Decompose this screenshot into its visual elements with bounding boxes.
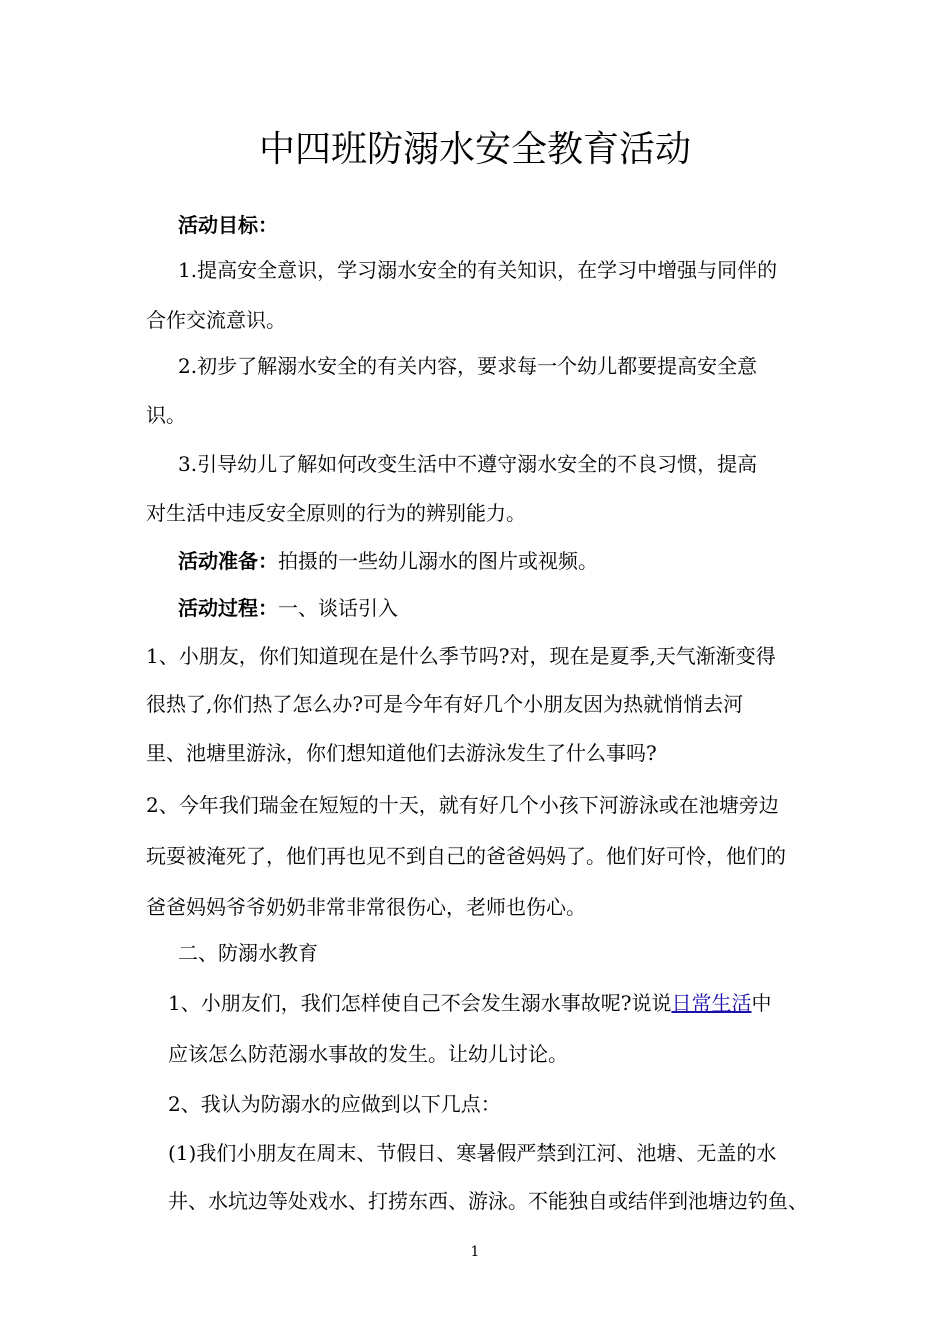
goal-2-line-1: 2.初步了解溺水安全的有关内容，要求每一个幼儿都要提高安全意 [178,354,758,378]
section-2-heading: 二、防溺水教育 [178,941,318,965]
daily-life-link[interactable]: 日常生活 [671,991,752,1015]
rule-1-line-1: (1)我们小朋友在周末、节假日、寒暑假严禁到江河、池塘、无盖的水 [168,1141,777,1165]
para-1-line-1: 1、小朋友，你们知道现在是什么季节吗?对，现在是夏季,天气渐渐变得 [146,644,776,668]
section-1-heading: 一、谈话引入 [278,596,398,620]
question-2: 2、我认为防溺水的应做到以下几点： [168,1092,501,1116]
goal-3-line-1: 3.引导幼儿了解如何改变生活中不遵守溺水安全的不良习惯，提高 [178,452,758,476]
para-2-line-3: 爸爸妈妈爷爷奶奶非常非常很伤心，老师也伤心。 [146,895,586,919]
process-heading: 活动过程： [178,596,278,620]
para-2-line-2: 玩耍被淹死了，他们再也见不到自己的爸爸妈妈了。他们好可怜，他们的 [146,844,786,868]
prep-paragraph [178,546,598,576]
goals-heading: 活动目标： [178,213,278,237]
para-2-line-1: 2、今年我们瑞金在短短的十天，就有好几个小孩下河游泳或在池塘旁边 [146,793,779,817]
process-paragraph [178,593,398,623]
goal-1-line-1: 1.提高安全意识，学习溺水安全的有关知识，在学习中增强与同伴的 [178,258,778,282]
prep-text: 拍摄的一些幼儿溺水的图片或视频。 [278,549,598,573]
goal-3-line-2: 对生活中违反安全原则的行为的辨别能力。 [146,501,526,525]
question-1-text-before: 1、小朋友们，我们怎样使自己不会发生溺水事故呢?说说 [168,991,672,1015]
prep-heading: 活动准备： [178,549,278,573]
para-1-line-2: 很热了,你们热了怎么办?可是今年有好几个小朋友因为热就悄悄去河 [146,692,744,716]
goal-2-line-2: 识。 [146,403,186,427]
goal-1-line-2: 合作交流意识。 [146,308,286,332]
para-1-line-3: 里、池塘里游泳，你们想知道他们去游泳发生了什么事吗? [146,741,657,765]
question-1-text-after: 中 [751,991,772,1015]
question-1-line-1 [168,988,771,1018]
page-number: 1 [470,1244,480,1260]
rule-1-line-2: 井、水坑边等处戏水、打捞东西、游泳。不能独自或结伴到池塘边钓鱼、 [168,1189,808,1213]
question-1-line-2: 应该怎么防范溺水事故的发生。让幼儿讨论。 [168,1042,568,1066]
page-title: 中四班防溺水安全教育活动 [258,129,691,170]
